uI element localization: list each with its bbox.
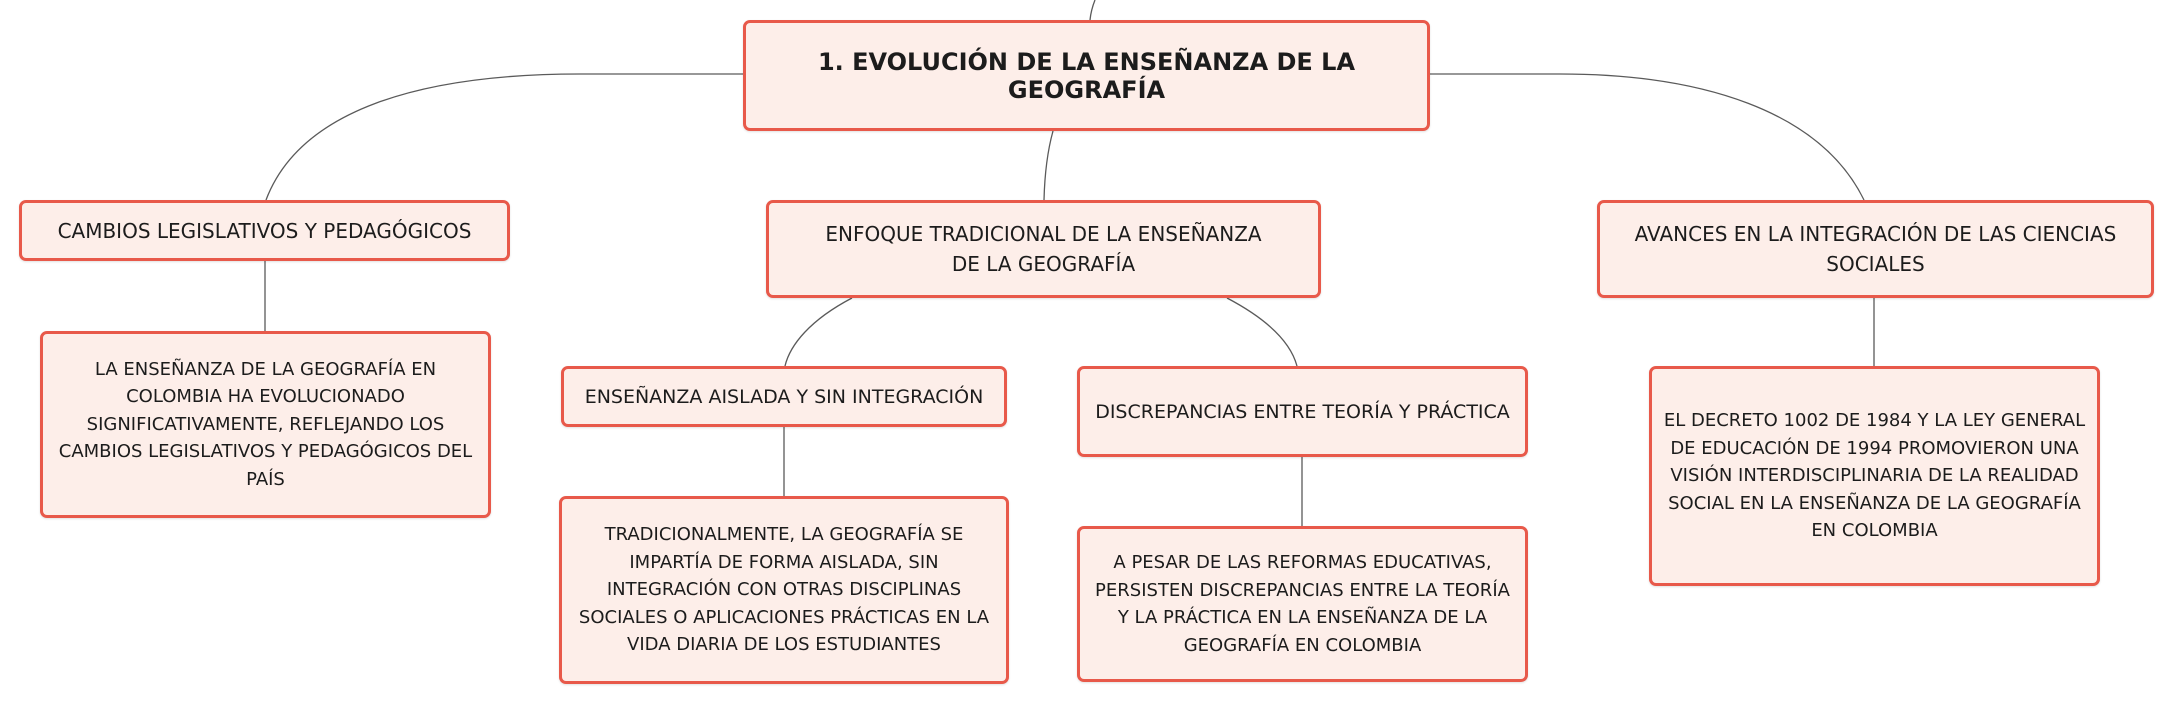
subtopic-discrepancias[interactable] — [1077, 366, 1528, 457]
central-topic[interactable] — [743, 20, 1430, 131]
detail-cambios-text: LA ENSEÑANZA DE LA GEOGRAFÍA EN COLOMBIA HA EVOLUCIONADO SIGNIFICATIVAMENTE, REFLEJANDO LOS CAMBIOS LEGISLATIVOS Y PEDAGÓGICOS DEL PAÍS — [58, 358, 473, 490]
subtopic-discrepancias-label: DISCREPANCIAS ENTRE TEORÍA Y PRÁCTICA — [1095, 400, 1510, 423]
connector-enfoque-to-aislada — [785, 298, 852, 366]
topic-cambios-label: CAMBIOS LEGISLATIVOS Y PEDAGÓGICOS — [57, 218, 472, 243]
topic-cambios-legislativos[interactable] — [19, 200, 510, 261]
topic-enfoque-label: ENFOQUE TRADICIONAL DE LA ENSEÑANZA DE LA GEOGRAFÍA — [825, 222, 1262, 276]
connector-root-parent — [1090, 0, 1095, 20]
detail-aislada-text: TRADICIONALMENTE, LA GEOGRAFÍA SE IMPARTÍA DE FORMA AISLADA, SIN INTEGRACIÓN CON OTRAS DISCIPLINAS SOCIALES O APLICACIONES PRÁCTICAS EN LA VIDA DIARIA DE LOS ESTUDIANTES — [578, 524, 990, 656]
central-topic-label: 1. EVOLUCIÓN DE LA ENSEÑANZA DE LA GEOGRAFÍA — [817, 47, 1356, 104]
detail-discrepancias[interactable] — [1077, 526, 1528, 682]
detail-cambios[interactable] — [40, 331, 491, 518]
connector-root-to-cambios — [266, 74, 743, 200]
connector-root-to-enfoque — [1044, 131, 1053, 200]
subtopic-aislada-label: ENSEÑANZA AISLADA Y SIN INTEGRACIÓN — [584, 385, 984, 408]
detail-aislada[interactable] — [559, 496, 1009, 684]
topic-avances-integracion[interactable] — [1597, 200, 2154, 298]
connector-enfoque-to-discrepancias — [1227, 298, 1297, 366]
topic-avances-label: AVANCES EN LA INTEGRACIÓN DE LAS CIENCIAS SOCIALES — [1634, 222, 2117, 276]
detail-discrepancias-text: A PESAR DE LAS REFORMAS EDUCATIVAS, PERSISTEN DISCREPANCIAS ENTRE LA TEORÍA Y LA PRÁCTICA EN LA ENSEÑANZA DE LA GEOGRAFÍA EN COLOMBIA — [1095, 552, 1510, 656]
subtopic-ensenanza-aislada[interactable] — [561, 366, 1007, 427]
detail-avances[interactable] — [1649, 366, 2100, 586]
connector-root-to-avances — [1430, 74, 1864, 200]
topic-enfoque-tradicional[interactable] — [766, 200, 1321, 298]
detail-avances-text: EL DECRETO 1002 DE 1984 Y LA LEY GENERAL DE EDUCACIÓN DE 1994 PROMOVIERON UNA VISIÓN INTERDISCIPLINARIA DE LA REALIDAD SOCIAL EN LA ENSEÑANZA DE LA GEOGRAFÍA EN COLOMBIA — [1663, 410, 2086, 542]
